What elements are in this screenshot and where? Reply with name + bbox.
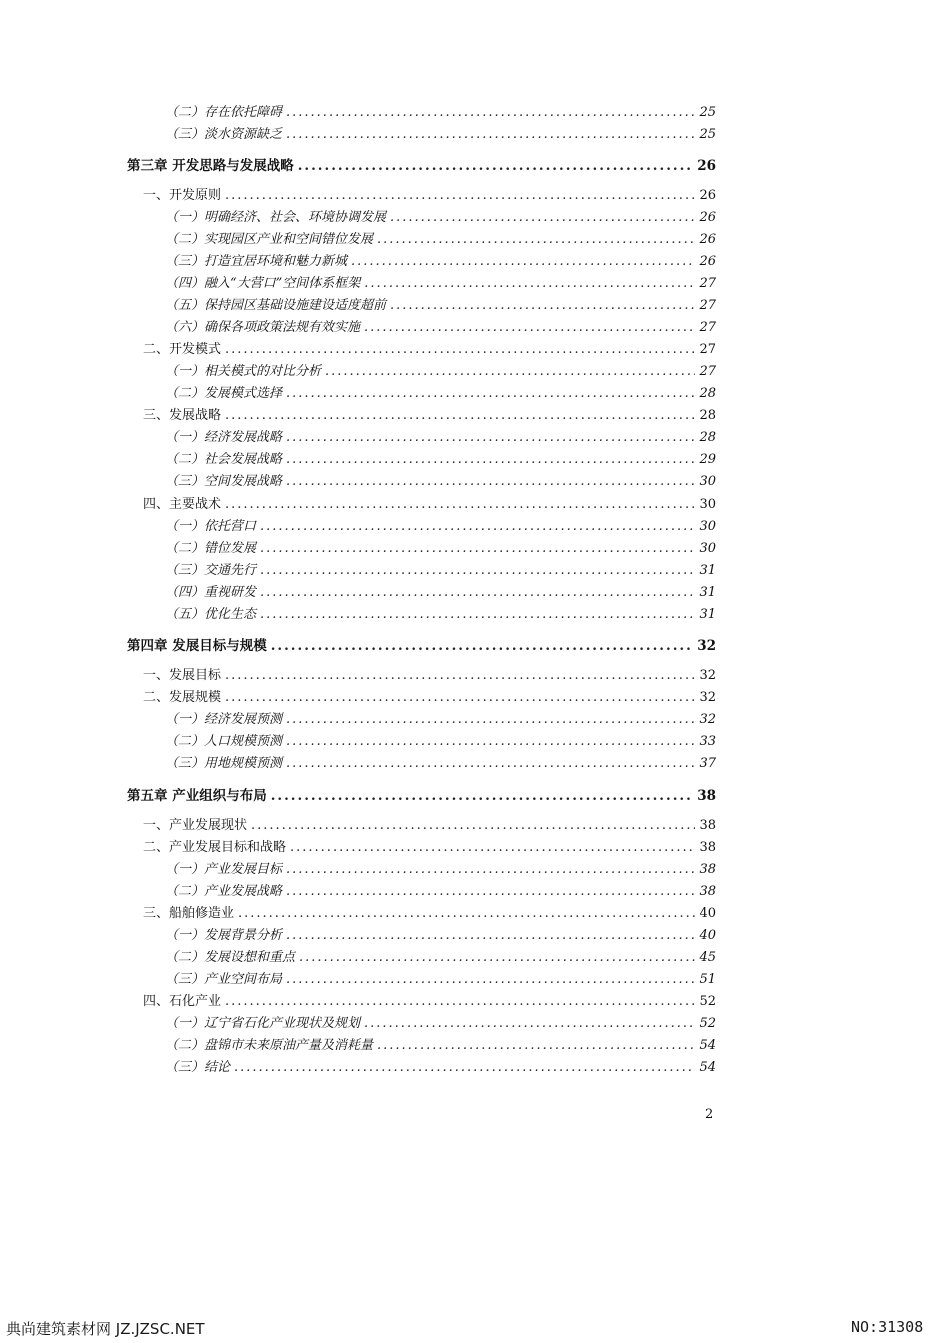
toc-entry-title: 二、产业发展目标和战略 [143, 840, 287, 855]
toc-entry-title: （二）发展模式选择 [165, 386, 283, 401]
toc-entry [165, 210, 716, 226]
toc-entry-title: （一）产业发展目标 [165, 862, 283, 877]
toc-entry-title: （三）结论 [165, 1060, 231, 1075]
watermark-id: NO:31308 [851, 1318, 924, 1336]
toc-entry-page: 30 [699, 497, 716, 512]
dot-leader [390, 298, 695, 314]
toc-entry [165, 1016, 716, 1032]
toc-entry-page: 26 [699, 254, 716, 269]
toc-entry-title: （三）淡水资源缺乏 [165, 127, 283, 142]
toc-entry [165, 607, 716, 623]
toc-entry [165, 298, 716, 314]
toc-entry-title: （四）融入“大营口”空间体系框架 [165, 276, 361, 291]
toc-entry [165, 430, 716, 446]
toc-entry-title: （五）优化生态 [165, 607, 257, 622]
toc-section [143, 818, 716, 834]
toc-chapter [127, 788, 716, 804]
toc-entry-page: 40 [699, 906, 716, 921]
toc-entry-title: （一）依托营口 [165, 519, 257, 534]
dot-leader [286, 734, 695, 750]
dot-leader [286, 712, 695, 728]
dot-leader [286, 127, 695, 143]
toc-entry-page: 25 [699, 105, 716, 120]
toc-entry-title: 第五章 产业组织与布局 [127, 788, 267, 804]
toc-section [143, 668, 716, 684]
toc-entry-page: 52 [699, 1016, 716, 1031]
dot-leader [377, 232, 695, 248]
toc-entry [165, 254, 716, 270]
toc-entry-page: 29 [699, 452, 716, 467]
toc-entry-title: （三）用地规模预测 [165, 756, 283, 771]
dot-leader [299, 950, 695, 966]
toc-entry-page: 28 [699, 430, 716, 445]
toc-entry-title: （二）存在依托障碍 [165, 105, 283, 120]
dot-leader [251, 818, 695, 834]
dot-leader [286, 884, 695, 900]
toc-entry-title: （四）重视研发 [165, 585, 257, 600]
toc-entry-title: （一）发展背景分析 [165, 928, 283, 943]
dot-leader [260, 607, 695, 623]
toc-entry [165, 519, 716, 535]
toc-section [143, 497, 716, 513]
dot-leader [286, 928, 695, 944]
toc-entry [165, 474, 716, 490]
toc-entry-title: 第三章 开发思路与发展战略 [127, 158, 294, 174]
toc-entry-page: 31 [699, 585, 716, 600]
toc-entry [165, 1060, 716, 1076]
toc-entry [165, 950, 716, 966]
dot-leader [286, 756, 695, 772]
toc-entry-title: （二）发展设想和重点 [165, 950, 296, 965]
toc-entry-title: （一）明确经济、社会、环境协调发展 [165, 210, 387, 225]
toc-entry-title: （二）实现园区产业和空间错位发展 [165, 232, 374, 247]
toc-entry-title: 第四章 发展目标与规模 [127, 638, 267, 654]
dot-leader [377, 1038, 695, 1054]
toc-entry-title: 四、主要战术 [143, 497, 222, 512]
toc-entry-page: 30 [699, 541, 716, 556]
dot-leader [364, 320, 695, 336]
toc-entry-title: 四、石化产业 [143, 994, 222, 1009]
toc-entry-title: 一、发展目标 [143, 668, 222, 683]
toc-entry [165, 972, 716, 988]
dot-leader [225, 668, 695, 684]
toc-entry-page: 51 [699, 972, 716, 987]
toc-entry [165, 320, 716, 336]
toc-entry-page: 40 [699, 928, 716, 943]
toc-entry-title: 一、开发原则 [143, 188, 222, 203]
toc-section [143, 906, 716, 922]
toc-entry [165, 928, 716, 944]
toc-entry-page: 31 [699, 563, 716, 578]
dot-leader [271, 788, 694, 804]
dot-leader [225, 408, 695, 424]
dot-leader [260, 519, 695, 535]
toc-entry [165, 884, 716, 900]
toc-entry-title: 二、发展规模 [143, 690, 222, 705]
toc-entry-page: 33 [699, 734, 716, 749]
toc-section [143, 408, 716, 424]
toc-entry-title: （一）相关模式的对比分析 [165, 364, 322, 379]
dot-leader [271, 638, 694, 654]
toc-entry-page: 26 [697, 158, 716, 174]
toc-entry-title: （三）交通先行 [165, 563, 257, 578]
toc-entry-page: 32 [697, 638, 716, 654]
dot-leader [286, 474, 695, 490]
dot-leader [325, 364, 695, 380]
dot-leader [390, 210, 695, 226]
toc-entry-page: 27 [699, 364, 716, 379]
toc-entry [165, 232, 716, 248]
dot-leader [238, 906, 695, 922]
toc-entry-page: 52 [699, 994, 716, 1009]
toc-entry-title: （一）辽宁省石化产业现状及规划 [165, 1016, 361, 1031]
toc-entry-title: （二）社会发展战略 [165, 452, 283, 467]
toc-entry-title: （一）经济发展预测 [165, 712, 283, 727]
toc-entry-title: （二）人口规模预测 [165, 734, 283, 749]
dot-leader [298, 158, 694, 174]
dot-leader [364, 1016, 695, 1032]
toc-chapter [127, 638, 716, 654]
toc-entry [165, 541, 716, 557]
toc-entry-title: （三）打造宜居环境和魅力新城 [165, 254, 348, 269]
toc-section [143, 840, 716, 856]
toc-entry [165, 127, 716, 143]
toc-entry-page: 32 [699, 668, 716, 683]
toc-entry [165, 862, 716, 878]
toc-entry-page: 28 [699, 408, 716, 423]
toc-entry-page: 26 [699, 188, 716, 203]
toc-section [143, 188, 716, 204]
toc-entry-page: 26 [699, 210, 716, 225]
toc-entry [165, 756, 716, 772]
dot-leader [286, 430, 695, 446]
dot-leader [286, 972, 695, 988]
dot-leader [225, 994, 695, 1010]
toc-entry-page: 54 [699, 1060, 716, 1075]
toc-entry-title: 一、产业发展现状 [143, 818, 248, 833]
toc-entry-page: 25 [699, 127, 716, 142]
toc-entry-title: （二）产业发展战略 [165, 884, 283, 899]
dot-leader [260, 585, 695, 601]
dot-leader [286, 862, 695, 878]
toc-entry [165, 386, 716, 402]
toc-entry-page: 27 [699, 298, 716, 313]
toc-entry-title: （二）错位发展 [165, 541, 257, 556]
toc-entry [165, 563, 716, 579]
toc-entry-title: 三、发展战略 [143, 408, 222, 423]
toc-section [143, 994, 716, 1010]
dot-leader [225, 497, 695, 513]
dot-leader [225, 690, 695, 706]
toc-entry-title: （三）空间发展战略 [165, 474, 283, 489]
dot-leader [225, 188, 695, 204]
toc-entry-page: 45 [699, 950, 716, 965]
toc-entry-title: （一）经济发展战略 [165, 430, 283, 445]
toc-entry-page: 38 [699, 840, 716, 855]
toc-entry-page: 32 [699, 690, 716, 705]
toc-entry-page: 30 [699, 519, 716, 534]
toc-entry [165, 734, 716, 750]
toc-entry-title: 三、船舶修造业 [143, 906, 235, 921]
toc-entry [165, 276, 716, 292]
toc-entry-page: 27 [699, 320, 716, 335]
dot-leader [286, 386, 695, 402]
toc-entry [165, 712, 716, 728]
dot-leader [260, 563, 695, 579]
toc-entry [165, 105, 716, 121]
toc-entry-title: （二）盘锦市未来原油产量及消耗量 [165, 1038, 374, 1053]
toc-entry-page: 27 [699, 276, 716, 291]
toc-entry-page: 27 [699, 342, 716, 357]
toc-entry-page: 38 [699, 818, 716, 833]
dot-leader [364, 276, 695, 292]
toc-section [143, 342, 716, 358]
toc-entry [165, 452, 716, 468]
dot-leader [260, 541, 695, 557]
toc-entry-title: （五）保持园区基础设施建设适度超前 [165, 298, 387, 313]
watermark-site-name: 典尚建筑素材网 JZ.JZSC.NET [6, 1320, 205, 1338]
toc-entry-page: 38 [699, 862, 716, 877]
toc-entry-page: 31 [699, 607, 716, 622]
dot-leader [290, 840, 695, 856]
dot-leader [286, 105, 695, 121]
toc-entry-page: 37 [699, 756, 716, 771]
toc-entry-page: 28 [699, 386, 716, 401]
toc-entry-title: （六）确保各项政策法规有效实施 [165, 320, 361, 335]
page-number: 2 [705, 1107, 714, 1122]
toc-entry [165, 1038, 716, 1054]
toc-entry-title: （三）产业空间布局 [165, 972, 283, 987]
toc-entry-page: 30 [699, 474, 716, 489]
dot-leader [225, 342, 695, 358]
toc-section [143, 690, 716, 706]
toc-entry-page: 38 [697, 788, 716, 804]
dot-leader [234, 1060, 695, 1076]
toc-chapter [127, 158, 716, 174]
toc-entry [165, 585, 716, 601]
toc-entry-page: 54 [699, 1038, 716, 1053]
toc-entry [165, 364, 716, 380]
toc-entry-page: 38 [699, 884, 716, 899]
toc-entry-title: 二、开发模式 [143, 342, 222, 357]
dot-leader [286, 452, 695, 468]
toc-entry-page: 32 [699, 712, 716, 727]
dot-leader [351, 254, 695, 270]
toc-entry-page: 26 [699, 232, 716, 247]
